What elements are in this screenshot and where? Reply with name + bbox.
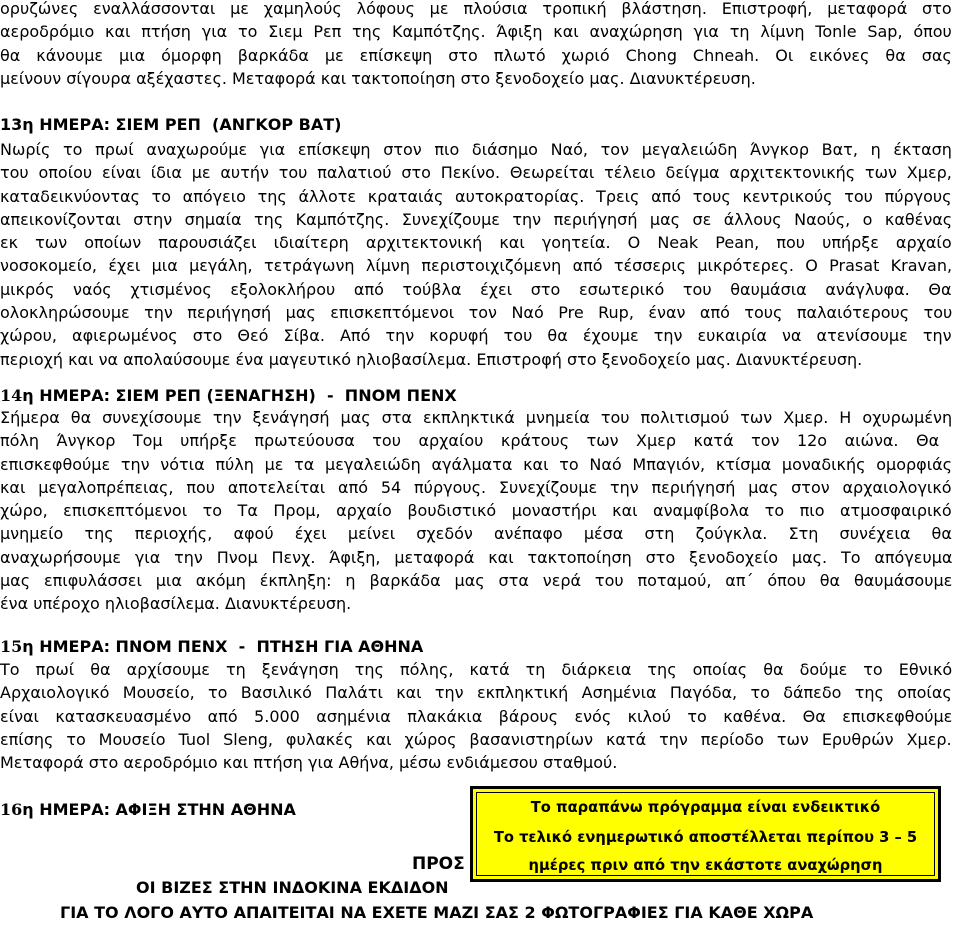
day13-heading-text: 13η ΗΜΕΡΑ: ΣΙΕΜ ΡΕΠ (ΑΝΓΚΟΡ ΒΑΤ)	[0, 115, 342, 134]
day14-heading	[0, 386, 457, 405]
intro-line: ορυζώνες εναλλάσσονται με χαμηλούς λόφους με πλούσια τροπική βλάστηση. Επιστροφή, μεταφορά στο	[0, 0, 952, 18]
day13-paragraph	[0, 138, 952, 371]
day14-line: και μεγαλοπρέπειας, που αποτελείται από 54 πύργους. Συνεχίζουμε την περιήγησή μας στον αρχαιολογικό	[0, 477, 952, 497]
intro-line: μείνουν σίγουρα αξέχαστες. Μεταφορά και τακτοποίηση στο ξενοδοχείο μας. Διανυκτέρευση.	[0, 68, 756, 88]
day14-line: μας επιφυλάσσει μια ακόμη έκπληξη: η βαρκάδα μας στα νερά του ποταμού, απ΄ όπου θα θαυμάσουμε	[0, 571, 953, 591]
notice-line-3: ημέρες πριν από την εκάστοτε αναχώρηση	[528, 857, 883, 874]
day15-heading-tail: ΠΤΗΣΗ ΓΙΑ ΑΘΗΝΑ	[256, 637, 424, 656]
day14-paragraph	[0, 406, 952, 616]
day14-line: αναχωρήσουμε για την Πνομ Πενχ. Άφιξη, μεταφορά και τακτοποίηση στο ξενοδοχείο μας. Το απόγευμα	[0, 547, 953, 567]
day14-line: ένα υπέροχο ηλιοβασίλεμα. Διανυκτέρευση.	[0, 594, 352, 614]
bottom-notice-line-2: ΟΙ ΒΙΖΕΣ ΣΤΗΝ ΙΝΔΟΚΙΝΑ ΕΚΔΙΔΟΝ	[136, 878, 449, 897]
day14-line: πόλη Άνγκορ Τομ υπήρξε πρωτεύουσα του αρχαίου κράτους των Χμερ κατά τον 12ο αιώνα. Θα	[0, 431, 940, 451]
day13-line: εκ των οποίων παρουσιάζει ιδιαίτερη αρχιτεκτονική και γοητεία. Ο Neak Pean, που υπήρξε αρχαίο	[0, 233, 952, 253]
day14-line: χώρο, επισκεπτόμενοι το Τα Προμ, αρχαίο βουδιστικό μοναστήρι και αναμφίβολα το πιο ατμοσφαιρικό	[0, 501, 952, 521]
day15-line: είναι κατασκευασμένο από 5.000 ασημένια πλακάκια βάρους ενός κιλού το καθένα. Θα επισκεφθούμε	[0, 706, 953, 726]
day14-number: 14	[0, 386, 23, 405]
day13-line: του οποίου είναι ίδια με αυτήν του παλατιού στο Πεκίνο. Θεωρείται τέλειο δείγμα αρχιτεκτονικής των Χμερ,	[0, 163, 952, 183]
day13-line: μικρός ναός χτισμένος εξολοκλήρου από τούβλα έχει στο εσωτερικό του θαυμάσια ανάγλυφα. Θα	[0, 279, 952, 299]
day15-heading-dash: -	[238, 637, 246, 656]
intro-paragraph	[0, 0, 952, 90]
day14-heading-tail: ΠΝΟΜ ΠΕΝΧ	[344, 386, 457, 405]
day16-heading	[0, 800, 296, 819]
day13-line: χώρου, αφιερωμένος στο Θεό Σίβα. Από την κορυφή του θα έχουμε την ευκαιρία να ατενίσουμε την	[0, 326, 952, 346]
day15-line: Μεταφορά στο αεροδρόμιο και πτήση για Αθήνα, μέσω ενδιάμεσου σταθμού.	[0, 753, 618, 773]
day15-number: 15	[0, 637, 23, 656]
day13-line: απεικονίζονται στην σημαία της Καμπότζης. Συνεχίζουμε την περιήγησή μας σε άλλους Ναούς, ο καθένας	[0, 209, 953, 229]
day14-heading-text: η ΗΜΕΡΑ: ΣΙΕΜ ΡΕΠ (ΞΕΝΑΓΗΣΗ)	[22, 386, 316, 405]
day15-heading-text: η ΗΜΕΡΑ: ΠΝΟΜ ΠΕΝΧ	[22, 637, 228, 656]
intro-line: θα κάνουμε μια όμορφη βαρκάδα με επίσκεψη στο πλωτό χωριό Chong Chneah. Οι εικόνες θα σας	[0, 45, 952, 65]
day14-line: επισκεφθούμε την νότια πύλη με τα μεγαλειώδη αγάλματα και το Ναό Μπαγιόν, κτίσμα μοναδικής ομορφιάς	[0, 454, 953, 474]
day13-line: ολοκληρώσουμε την περιήγησή μας επισκεπτόμενοι τον Ναό Pre Rup, έναν από τους παλαιότερους του	[0, 303, 953, 323]
day15-heading	[0, 637, 423, 656]
day13-heading	[0, 115, 341, 134]
day15-line: Το πρωί θα αρχίσουμε τη ξενάγηση της πόλης, κατά τη διάρκεια της οποίας θα δούμε το Εθνικό	[0, 660, 953, 679]
notice-line-1: Το παραπάνω πρόγραμμα είναι ενδεικτικό	[530, 799, 881, 816]
notice-line-2: Το τελικό ενημερωτικό αποστέλλεται περίπου 3 – 5	[493, 829, 918, 846]
day15-line: Αρχαιολογικό Μουσείο, το Βασιλικό Παλάτι και την εκπληκτική Ασημένια Παγόδα, το δάπεδο της οποίας	[0, 683, 952, 703]
intro-line: αεροδρόμιο και πτήση για το Σιεμ Ρεπ της Καμπότζης. Άφιξη και αναχώρηση για τη λίμνη Tonle Sap, όπου	[0, 22, 952, 42]
day13-line: νοσοκομείο, έχει μια μεγάλη, τετράγωνη λίμνη περιστοιχιζόμενη από τέσσερις μικρότερες. Ο Prasat Kravan,	[0, 256, 953, 276]
day14-line: Σήμερα θα συνεχίσουμε την ξενάγησή μας στα εκπληκτικά μνημεία του πολιτισμού των Χμερ. Η οχυρωμένη	[0, 408, 953, 427]
day13-line: Νωρίς το πρωί αναχωρούμε για επίσκεψη στον πιο διάσημο Ναό, τον μεγαλειώδη Άνγκορ Βατ, η έκταση	[0, 140, 952, 159]
day13-line: περιοχή και να απολαύσουμε ένα μαγευτικό ηλιοβασίλεμα. Επιστροφή στο ξενοδοχείο μας. Διανυκτέρευση.	[0, 349, 863, 369]
day16-number: 16	[0, 800, 23, 819]
day14-heading-dash: -	[326, 386, 334, 405]
day14-line: μνημείο της περιοχής, αφού έχει μείνει σχεδόν ανέπαφο μέσα στη ζούγκλα. Στη συνέχεια θα	[0, 524, 952, 544]
day13-line: καταδεικνύοντας το απόγειο της άλλοτε κραταιάς αυτοκρατορίας. Τρεις από τους κεντρικούς του πύργους	[0, 186, 952, 206]
day16-heading-text: η ΗΜΕΡΑ: ΑΦΙΞΗ ΣΤΗΝ ΑΘΗΝΑ	[22, 800, 296, 819]
day15-paragraph	[0, 658, 952, 774]
bottom-notice-line-1: ΠΡΟΣ	[412, 854, 465, 874]
indicative-program-notice	[470, 786, 941, 882]
day15-line: επίσης το Μουσείο Tuol Sleng, φυλακές και χώρος βασανιστηρίων κατά την περίοδο των Ερυθρών Χμερ.	[0, 729, 952, 749]
bottom-notice-line-3: ΓΙΑ ΤΟ ΛΟΓΟ ΑΥΤΟ ΑΠΑΙΤΕΙΤΑΙ ΝΑ ΕΧΕΤΕ ΜΑΖΙ ΣΑΣ 2 ΦΩΤΟΓΡΑΦΙΕΣ ΓΙΑ ΚΑΘΕ ΧΩΡΑ	[60, 903, 814, 922]
